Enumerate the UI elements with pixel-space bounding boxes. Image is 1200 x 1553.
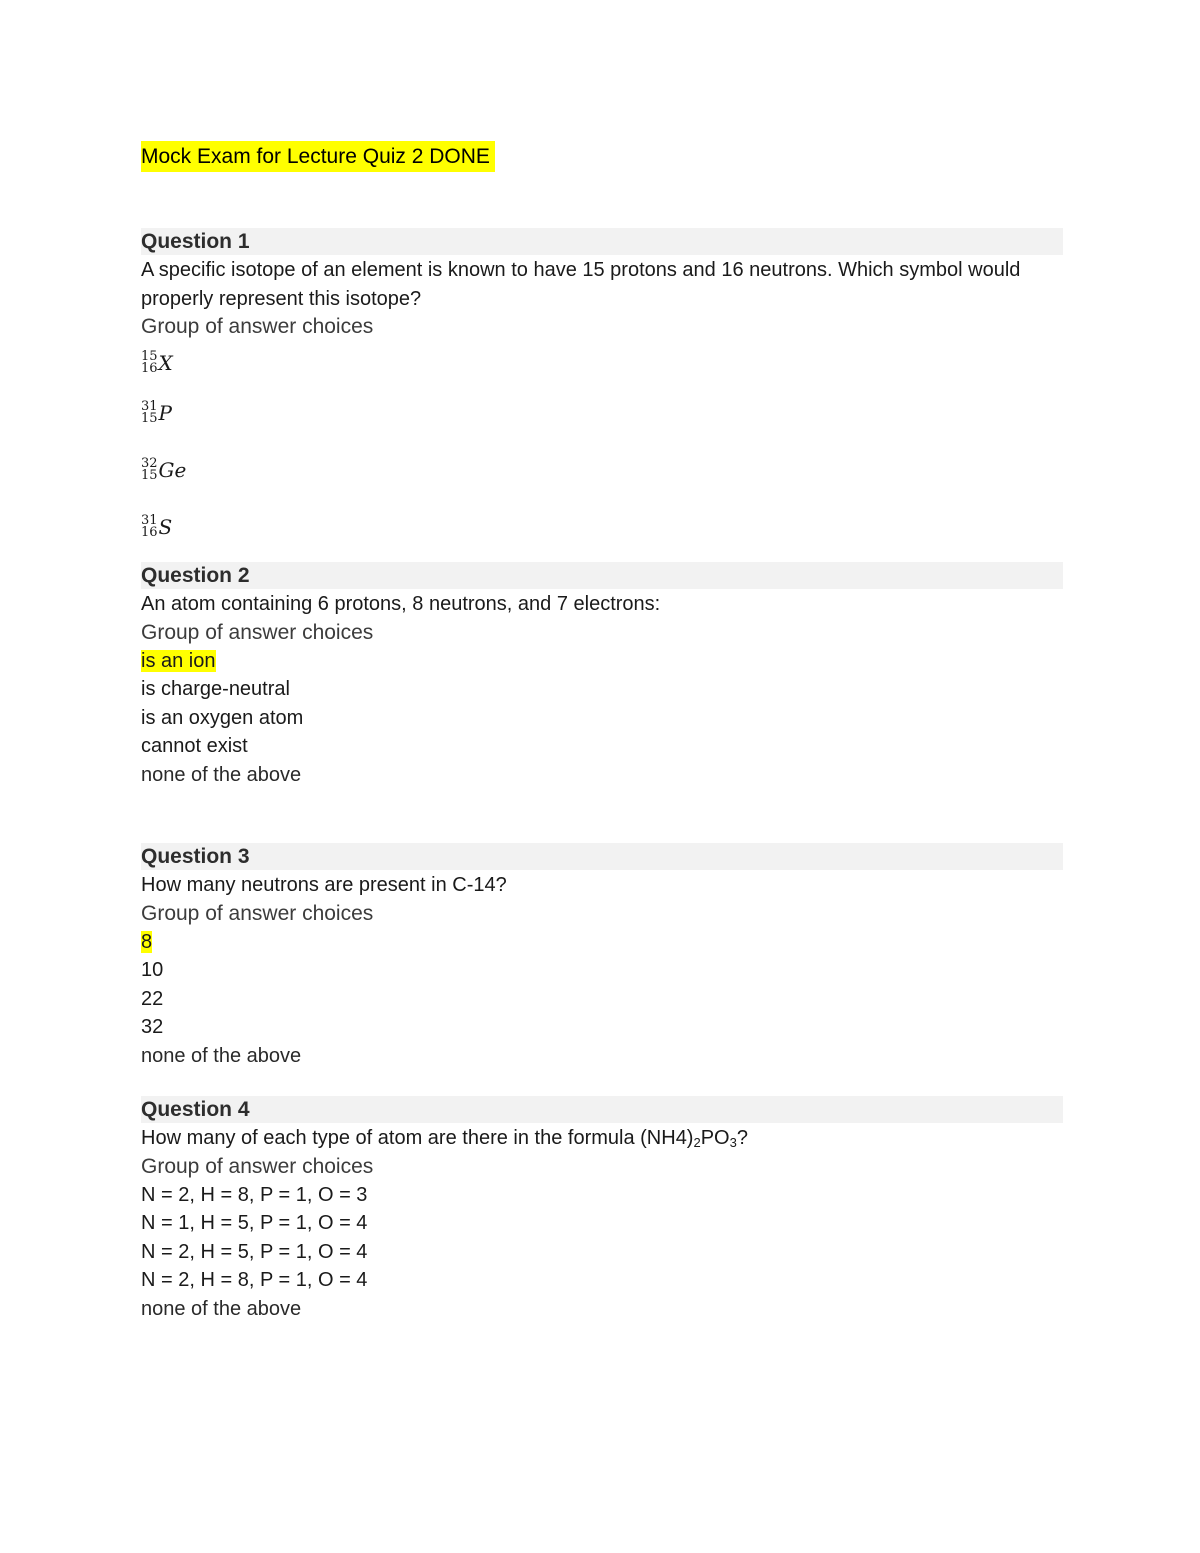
question-1-text: A specific isotope of an element is known to have 15 protons and 16 neutrons. Which symbol would properly represent this isotope? (141, 259, 1021, 310)
subscript: 3 (729, 1135, 737, 1150)
choice-label: N = 2, H = 8, P = 1, O = 4 (141, 1269, 368, 1291)
choice-label: cannot exist (141, 735, 248, 757)
element-symbol: P (158, 400, 173, 425)
atomic-number: 15 (141, 467, 158, 483)
document-page (141, 0, 1063, 1553)
question-4-text (141, 1124, 1063, 1153)
element-symbol: S (158, 514, 173, 539)
question-3-text: How many neutrons are present in C-14? (141, 874, 507, 896)
question-4-heading: Question 4 (141, 1096, 1063, 1123)
question-1-group-label: Group of answer choices (141, 315, 374, 338)
question-1 (141, 228, 1063, 555)
choice-label: is an ion (141, 649, 216, 672)
document-title: Mock Exam for Lecture Quiz 2 DONE (141, 141, 495, 172)
choice-label: 8 (141, 930, 153, 953)
choice-label: 22 (141, 987, 164, 1010)
choice-label: none of the above (141, 763, 302, 786)
choice-label: N = 2, H = 5, P = 1, O = 4 (141, 1240, 368, 1263)
formula-text: How many of each type of atom are there in the formula (NH4) (141, 1127, 694, 1149)
q3-choice-4[interactable] (141, 1013, 1063, 1042)
question-3-group-label: Group of answer choices (141, 901, 374, 925)
atomic-number: 15 (141, 410, 158, 426)
atomic-number: 16 (141, 524, 158, 540)
q3-choice-3[interactable] (141, 985, 1063, 1014)
q1-choice-4[interactable] (141, 498, 1063, 555)
mass-number: 32 (141, 455, 158, 471)
question-4 (141, 1096, 1063, 1323)
mass-number: 31 (141, 398, 158, 414)
q4-choice-1[interactable] (141, 1181, 1063, 1210)
choice-label: N = 2, H = 8, P = 1, O = 3 (141, 1183, 368, 1206)
question-1-heading: Question 1 (141, 228, 1063, 255)
choice-label: 32 (141, 1016, 164, 1038)
q3-choice-5[interactable] (141, 1042, 1063, 1071)
choice-label: N = 1, H = 5, P = 1, O = 4 (141, 1212, 368, 1234)
q4-choice-5[interactable] (141, 1295, 1063, 1324)
question-2-group-label: Group of answer choices (141, 620, 374, 644)
question-2-text: An atom containing 6 protons, 8 neutrons, and 7 electrons: (141, 593, 661, 615)
question-2 (141, 562, 1063, 789)
q2-choice-3[interactable] (141, 704, 1063, 733)
atomic-number: 16 (141, 360, 158, 376)
q3-choice-1[interactable] (141, 928, 1063, 957)
q2-choice-5[interactable] (141, 761, 1063, 790)
formula-text: ? (736, 1127, 748, 1149)
element-symbol: Ge (158, 457, 187, 482)
q1-choice-1[interactable] (141, 341, 1063, 384)
subscript: 2 (693, 1135, 701, 1150)
q3-choice-2[interactable] (141, 956, 1063, 985)
q1-choice-2[interactable] (141, 384, 1063, 441)
question-3-heading: Question 3 (141, 843, 1063, 870)
choice-label: none of the above (141, 1044, 302, 1067)
q4-choice-2[interactable] (141, 1209, 1063, 1238)
element-symbol: X (158, 350, 173, 375)
choice-label: is charge-neutral (141, 678, 290, 700)
q2-choice-4[interactable] (141, 732, 1063, 761)
question-2-heading: Question 2 (141, 562, 1063, 589)
question-4-group-label: Group of answer choices (141, 1154, 374, 1178)
choice-label: 10 (141, 959, 164, 981)
q1-choice-3[interactable] (141, 441, 1063, 498)
choice-label: none of the above (141, 1297, 302, 1320)
q4-choice-3[interactable] (141, 1238, 1063, 1267)
mass-number: 31 (141, 512, 158, 528)
mass-number: 15 (141, 348, 158, 364)
formula-text: PO (700, 1127, 730, 1149)
q2-choice-1[interactable] (141, 647, 1063, 676)
q2-choice-2[interactable] (141, 675, 1063, 704)
q4-choice-4[interactable] (141, 1266, 1063, 1295)
choice-label: is an oxygen atom (141, 706, 304, 729)
question-3 (141, 843, 1063, 1070)
